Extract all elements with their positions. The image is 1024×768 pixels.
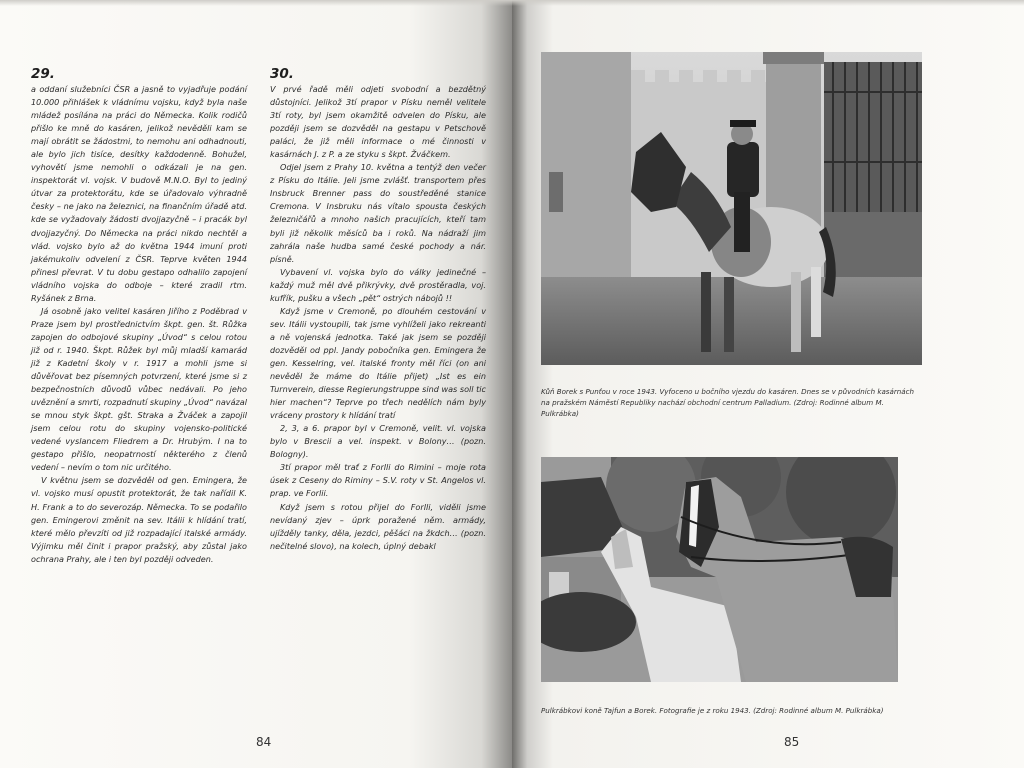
photo-caption: Kůň Borek s Punťou v roce 1943. Vyfoceno u bočního vjezdu do kasáren. Dnes se v původních kasárnách na pražském Náměstí Republiky nachází obchodní centrum Palladium. (Zdroj: Rodinné album M. Pulkrábka) [541, 387, 914, 418]
page-number: 85 [784, 735, 800, 749]
photo-horses-tajfun-and-borek [541, 457, 898, 682]
paragraph: V květnu jsem se dozvěděl od gen. Emingera, že vl. vojsko musí opustit protektorát, že tak nařídil K. H. Frank a to do severozáp. Německa. To se podařilo gen. Emingerovi změnit na sev. Itálii k hlídání tratí, které mělo převzíti od již rozpadající italské armády. Výjimku měl činit i prapor pražský, aby zůstal jako ochrana Prahy, ale i ten byl později odveden. [31, 475, 247, 564]
text-column-left [31, 66, 247, 566]
paragraph: Když jsem s rotou přijel do Forlli, viděli jsme nevídaný zjev – úprk poražené něm. armády, ujížděly tanky, děla, jezdci, pěšáci na žkdch… (pozn. nečitelné slovo), na kolech, úplný debakl [270, 501, 486, 551]
photo-horse-borek-with-rider [541, 52, 922, 365]
section-heading-29: 29. [31, 66, 55, 82]
paragraph: Když jsme v Cremoně, po dlouhém cestování v sev. Itálii vystoupili, tak jsme vyhlíželi jako rekreanti a ně vojenská jednotka. Také jak jsem se později dozvěděl od ppl. Jandy pobočníka gen. Emingera že gen. Kesselring, vel. italské fronty měl říci (on ani nevěděl že máme do Itálie přijet) „Ist es ein Turnverein, diesse Regierungstruppe sind was soll tic hier machen“? Teprve po třech nedělích nám byly vráceny prostory k hlídání tratí [270, 305, 486, 421]
paragraph: 2, 3, a 6. prapor byl v Cremoně, velit. vl. vojska bylo v Brescii a vel. inspekt. v Bolony… (pozn. Bologny). [270, 423, 486, 460]
paragraph: V prvé řadě měli odjeti svobodní a bezdětný důstojníci. Jelikož 3tí prapor v Písku neměl velitele 3tí roty, byl jsem okamžitě odvelen do Písku, ale později jsem se dozvěděl na gestapu v Petschově paláci, že již měli informace o mé činnosti v kasárnách J. z P. a ze styku s škpt. Žváčkem. [270, 84, 486, 160]
photo-caption: Pulkrábkovi koně Tajfun a Borek. Fotografie je z roku 1943. (Zdroj: Rodinné album M. Pulkrábka) [541, 706, 884, 715]
paragraph: a oddaní služebníci ČSR a jasně to vyjadřuje podání 10.000 přihlášek k vládnímu vojsku, když byla naše mládež posílána na práci do Německa. Kolik rodičů přišlo ke mně do kasáren, jelikož nevěděli kam se mají obrátit se žádostmi, to nemohu ani odhadnouti, ale bylo jich tisíce, desítky každodenně. Bohužel, vyhovětí jsme nemohli o odkázali je na gen. inspektorát vl. vojsk. V budově M.N.O. Byl to jediný útvar za protektorátu, kde se úřadovalo výhradně česky – ne jako na železnici, na finančním úřadě atd. kde se vyžadovaly žádosti dvojjazyčně – i pracák byl dvojjazyčný. Do Německa na práci nikdo nechtěl a vlád. vojsko bylo až do května 1944 imuní proti jakémukoliv odvelení z ČSR. Teprve květen 1944 přinesl převrat. V tu dobu gestapo odhalilo zapojení vládního vojska do odboje – které zradil rtm. Ryšánek z Brna. [31, 84, 247, 303]
paragraph: Odjel jsem z Prahy 10. května a tentýž den večer z Písku do Itálie. Jeli jsme zvlášť. transportem přes Insbruck Brenner pass do soustředěné stanice Cremona. V Insbruku nás vítalo spousta českých železničářů a mnoho našich pracujících, kteří tam byli již několik měsíců ba i roků. Na nádraží jim zahrála naše hudba samé české pochody a nár. písně. [270, 162, 486, 264]
page-number: 84 [256, 735, 272, 749]
page-top-edge [0, 0, 1024, 6]
right-page [512, 0, 1024, 768]
paragraph: Já osobně jako velitel kasáren Jiřího z Poděbrad v Praze jsem byl prostřednictvím škpt. gen. št. Růžka zapojen do odbojové skupiny „Úvod“ s celou rotou již od r. 1940. Škpt. Růžek byl můj mladší kamarád již z Kadetní školy v r. 1917 a mohli jsme si důvěřovat bez písemných potvrzení, které jsme si z bezpečnostních důvodů vůbec nedávali. Po jeho uvěznění a smrti, rozpadnutí skupiny „Úvod“ navázal se mnou styk škpt. gšt. Straka a Žváček a zapojil jsem celou rotu do skupiny vojensko-politické vedené vyslancem Fliedrem a Dr. Hrubým. I na to gestapo přišlo, neopatrností některého z členů vedení – nevím o tom nic určitého. [31, 305, 247, 473]
paragraph: Vybavení vl. vojska bylo do války jedinečné – každý muž měl dvě přikrývky, dvě prostěradla, voj. kufřík, pušku a všech „pět“ ostrých nábojů !! [270, 266, 486, 303]
paragraph: 3tí prapor měl trať z Forlli do Rimini – moje rota úsek z Ceseny do Riminy – S.V. roty v St. Angelos vl. prap. ve Forlii. [270, 462, 486, 499]
text-column-right [270, 66, 486, 553]
section-heading-30: 30. [270, 66, 294, 82]
